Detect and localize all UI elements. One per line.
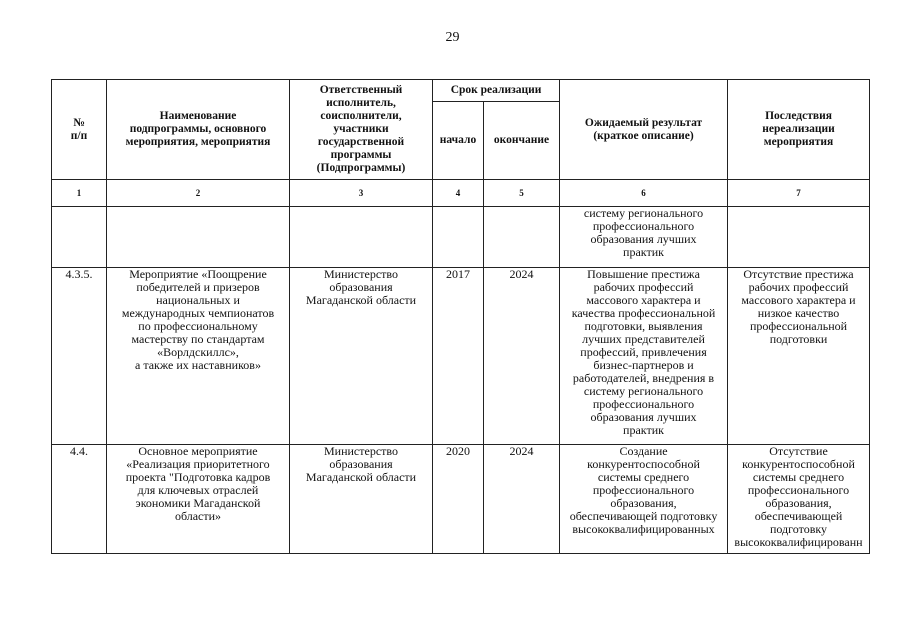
row-end — [484, 207, 560, 268]
row-start — [433, 207, 484, 268]
column-number: 1 — [52, 180, 107, 207]
header-responsible: Ответственный исполнитель, соисполнители, участники государственной программы (Подпрограммы) — [290, 80, 433, 180]
row-end: 2024 — [484, 445, 560, 554]
row-expected: Повышение престижа рабочих профессий массового характера и качества профессиональной подготовки, выявления лучших представителей профессий, привлечения бизнес-партнеров и работодателей, внедрения в систему регионального профессионального образования лучших практик — [560, 268, 728, 445]
program-table — [51, 79, 870, 554]
row-consequences: Отсутствие престижа рабочих профессий массового характера и низкое качество профессиональной подготовки — [728, 268, 870, 445]
column-number: 4 — [433, 180, 484, 207]
row-start: 2017 — [433, 268, 484, 445]
row-name: Мероприятие «Поощрение победителей и призеров национальных и международных чемпионатов по профессиональному мастерству по стандартам «Ворлдскиллс», а также их наставников» — [107, 268, 290, 445]
row-responsible — [290, 207, 433, 268]
column-number: 6 — [560, 180, 728, 207]
table-row — [52, 207, 870, 268]
row-expected: Создание конкурентоспособной системы среднего профессионального образования, обеспечивающей подготовку высококвалифицированных — [560, 445, 728, 554]
column-number: 2 — [107, 180, 290, 207]
column-number: 5 — [484, 180, 560, 207]
row-name — [107, 207, 290, 268]
header-num: № п/п — [52, 80, 107, 180]
table-row — [52, 268, 870, 445]
row-start: 2020 — [433, 445, 484, 554]
row-end: 2024 — [484, 268, 560, 445]
header-name: Наименование подпрограммы, основного мероприятия, мероприятия — [107, 80, 290, 180]
header-end: окончание — [484, 102, 560, 180]
table-row — [52, 445, 870, 554]
row-num: 4.3.5. — [52, 268, 107, 445]
column-number: 7 — [728, 180, 870, 207]
row-name: Основное мероприятие «Реализация приоритетного проекта "Подготовка кадров для ключевых отраслей экономики Магаданской области» — [107, 445, 290, 554]
header-term: Срок реализации — [433, 80, 560, 102]
row-num — [52, 207, 107, 268]
column-number: 3 — [290, 180, 433, 207]
row-consequences: Отсутствие конкурентоспособной системы среднего профессионального образования, обеспечивающей подготовку высококвалифицированн — [728, 445, 870, 554]
row-num: 4.4. — [52, 445, 107, 554]
row-expected: систему регионального профессионального образования лучших практик — [560, 207, 728, 268]
row-responsible: Министерство образования Магаданской области — [290, 445, 433, 554]
column-number-row — [52, 180, 870, 207]
header-consequences: Последствия нереализации мероприятия — [728, 80, 870, 180]
page-number: 29 — [445, 30, 460, 45]
row-consequences — [728, 207, 870, 268]
header-start: начало — [433, 102, 484, 180]
row-responsible: Министерство образования Магаданской области — [290, 268, 433, 445]
header-expected: Ожидаемый результат (краткое описание) — [560, 80, 728, 180]
